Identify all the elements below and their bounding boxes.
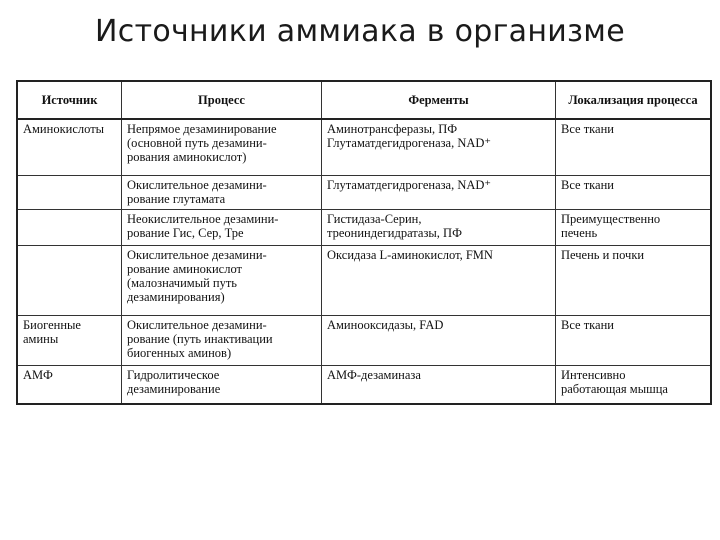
header-source: Источник bbox=[18, 82, 122, 120]
cell-source bbox=[18, 315, 122, 365]
cell-enzymes-line: Аминотрансферазы, ПФ bbox=[327, 122, 458, 136]
cell-location-line: работающая мышца bbox=[561, 381, 668, 396]
cell-enzymes-line: Аминооксидазы, FAD bbox=[327, 317, 444, 332]
cell-location-line: Интенсивно bbox=[561, 367, 626, 382]
cell-process-line: Гидролитическое bbox=[127, 367, 220, 382]
cell-enzymes-line: Гистидаза-Серин, bbox=[327, 211, 422, 226]
cell-process bbox=[122, 209, 322, 245]
cell-process-line: биогенных аминов) bbox=[127, 345, 232, 360]
cell-enzymes bbox=[322, 209, 556, 245]
cell-location-line: Преимущественно bbox=[561, 211, 661, 226]
table-row bbox=[18, 315, 711, 365]
cell-process-line: рования аминокислот) bbox=[127, 150, 247, 164]
cell-process-line: рование аминокислот bbox=[127, 261, 243, 276]
cell-location-line: Все ткани bbox=[561, 177, 614, 192]
cell-enzymes bbox=[322, 245, 556, 315]
cell-enzymes bbox=[322, 175, 556, 209]
header-location-label: Локализация процесса bbox=[568, 92, 698, 107]
cell-process bbox=[122, 245, 322, 315]
cell-process bbox=[122, 315, 322, 365]
cell-location bbox=[556, 175, 711, 209]
cell-process bbox=[122, 365, 322, 403]
cell-process-line: (малозначимый путь bbox=[127, 275, 238, 290]
cell-location-line: Все ткани bbox=[561, 317, 614, 332]
source-text: Биогенные амины bbox=[23, 317, 81, 346]
cell-location bbox=[556, 365, 711, 403]
cell-process bbox=[122, 175, 322, 209]
header-enzymes: Ферменты bbox=[322, 82, 556, 120]
cell-process-line: дезаминирования) bbox=[127, 289, 225, 304]
cell-process-line: (основной путь дезамини- bbox=[127, 136, 267, 150]
cell-location-line: Все ткани bbox=[561, 122, 614, 136]
cell-process-line: Непрямое дезаминирование bbox=[127, 122, 277, 136]
table-header-row bbox=[18, 82, 711, 120]
source-text: АМФ bbox=[23, 367, 53, 382]
cell-process-line: Окислительное дезамини- bbox=[127, 247, 267, 262]
cell-location bbox=[556, 119, 711, 175]
cell-location bbox=[556, 315, 711, 365]
cell-process-line: рование (путь инактивации bbox=[127, 331, 273, 346]
cell-enzymes-line: треониндегидратазы, ПФ bbox=[327, 225, 462, 240]
header-location bbox=[556, 82, 711, 120]
cell-source bbox=[18, 175, 122, 209]
cell-location-line: Печень и почки bbox=[561, 247, 645, 262]
slide-title: Источники аммиака в организме bbox=[95, 14, 625, 49]
cell-enzymes bbox=[322, 315, 556, 365]
table-row bbox=[18, 175, 711, 209]
cell-enzymes-line: Оксидаза L-аминокислот, FMN bbox=[327, 247, 493, 262]
cell-enzymes bbox=[322, 365, 556, 403]
table-row bbox=[18, 245, 711, 315]
cell-process-line: Окислительное дезамини- bbox=[127, 317, 267, 332]
source-text: Аминокислоты bbox=[23, 122, 105, 136]
cell-location bbox=[556, 245, 711, 315]
cell-source bbox=[18, 119, 122, 175]
cell-source bbox=[18, 245, 122, 315]
cell-location bbox=[556, 209, 711, 245]
header-process: Процесс bbox=[122, 82, 322, 120]
cell-process-line: Окислительное дезамини- bbox=[127, 177, 267, 192]
cell-process-line: рование глутамата bbox=[127, 191, 226, 206]
cell-location-line: печень bbox=[561, 225, 598, 240]
cell-process-line: дезаминирование bbox=[127, 381, 221, 396]
cell-enzymes-line: Глутаматдегидрогеназа, NAD⁺ bbox=[327, 177, 492, 192]
ammonia-sources-table bbox=[17, 81, 711, 404]
cell-source bbox=[18, 209, 122, 245]
table-row bbox=[18, 119, 711, 175]
table-row bbox=[18, 365, 711, 403]
cell-enzymes-line: Глутаматдегидрогеназа, NAD⁺ bbox=[327, 136, 492, 150]
cell-enzymes-line: АМФ-дезаминаза bbox=[327, 367, 421, 382]
cell-process bbox=[122, 119, 322, 175]
cell-source bbox=[18, 365, 122, 403]
table-row bbox=[18, 209, 711, 245]
cell-process-line: Неокислительное дезамини- bbox=[127, 211, 279, 226]
cell-enzymes bbox=[322, 119, 556, 175]
cell-process-line: рование Гис, Сер, Тре bbox=[127, 225, 244, 240]
